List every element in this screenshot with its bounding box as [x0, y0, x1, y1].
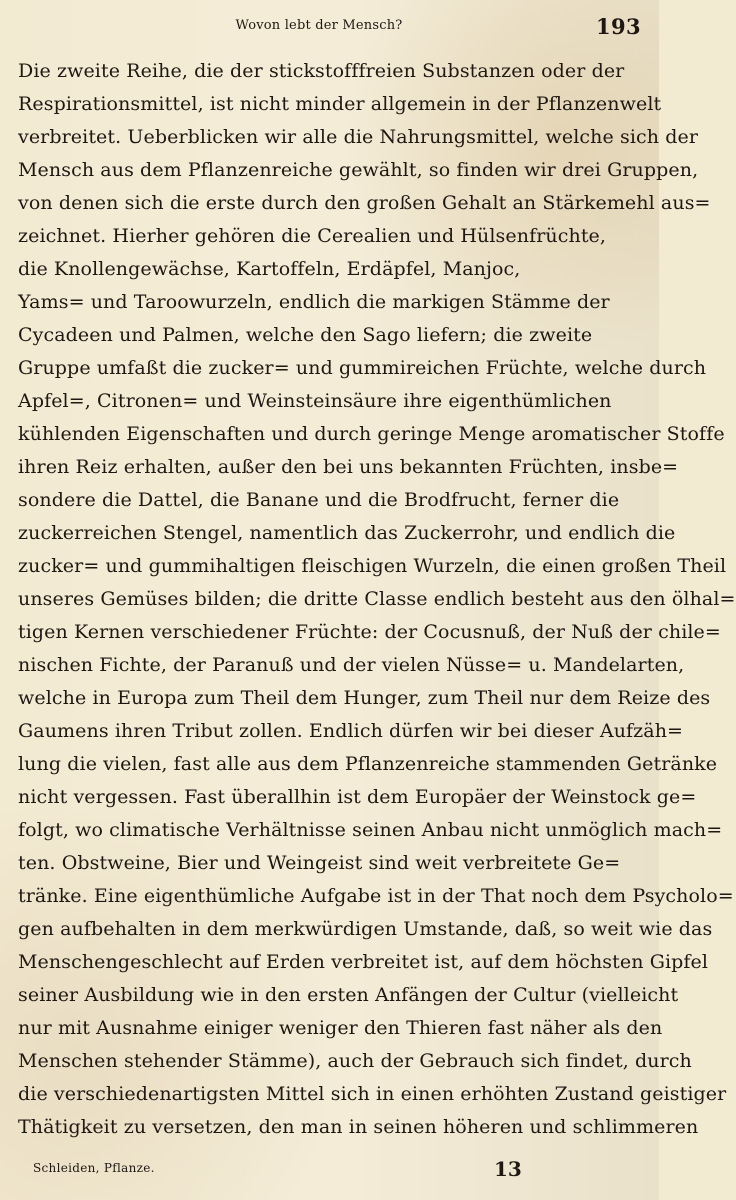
text-line-2: Respirationsmittel, ist nicht minder allgemein in der Pflanzenwelt [18, 93, 662, 115]
text-line-6: zeichnet. Hierher gehören die Cerealien und Hülsenfrüchte, [18, 225, 607, 247]
sheet-number: 13 [494, 1157, 522, 1181]
text-line-11: Apfel=, Citronen= und Weinsteinsäure ihre eigenthümlichen [18, 390, 612, 412]
text-line-24: folgt, wo climatische Verhältnisse seinen Anbau nicht unmöglich mach= [18, 819, 723, 841]
text-line-18: tigen Kernen verschiedener Früchte: der Cocusnuß, der Nuß der chile= [18, 621, 721, 643]
text-line-31: Menschen stehender Stämme), auch der Gebrauch sich findet, durch [18, 1050, 692, 1072]
text-line-3: verbreitet. Ueberblicken wir alle die Nahrungsmittel, welche sich der [18, 126, 699, 148]
text-line-17: unseres Gemüses bilden; die dritte Classe endlich besteht aus den ölhal= [18, 588, 736, 610]
text-line-25: ten. Obstweine, Bier und Weingeist sind weit verbreitete Ge= [18, 852, 621, 874]
text-line-9: Cycadeen und Palmen, welche den Sago liefern; die zweite [18, 324, 593, 346]
text-line-26: tränke. Eine eigenthümliche Aufgabe ist in der That noch dem Psycholo= [18, 885, 734, 907]
text-line-13: ihren Reiz erhalten, außer den bei uns bekannten Früchten, insbe= [18, 456, 679, 478]
running-title: Wovon lebt der Mensch? [235, 18, 403, 33]
text-line-33: Thätigkeit zu versetzen, den man in seinen höheren und schlimmeren [18, 1116, 699, 1138]
page-footer [0, 1157, 659, 1187]
text-line-14: sondere die Dattel, die Banane und die Brodfrucht, ferner die [18, 489, 620, 511]
text-line-12: kühlenden Eigenschaften und durch geringe Menge aromatischer Stoffe [18, 423, 725, 445]
text-line-30: nur mit Ausnahme einiger weniger den Thieren fast näher als den [18, 1017, 663, 1039]
text-line-21: Gaumens ihren Tribut zollen. Endlich dürfen wir bei dieser Aufzäh= [18, 720, 684, 742]
text-line-28: Menschengeschlecht auf Erden verbreitet ist, auf dem höchsten Gipfel [18, 951, 709, 973]
text-line-16: zucker= und gummihaltigen fleischigen Wurzeln, die einen großen Theil [18, 555, 727, 577]
text-line-20: welche in Europa zum Theil dem Hunger, zum Theil nur dem Reize des [18, 687, 711, 709]
text-line-32: die verschiedenartigsten Mittel sich in einen erhöhten Zustand geistiger [18, 1083, 727, 1105]
text-line-19: nischen Fichte, der Paranuß und der vielen Nüsse= u. Mandelarten, [18, 654, 685, 676]
text-line-22: lung die vielen, fast alle aus dem Pflanzenreiche stammenden Getränke [18, 753, 718, 775]
text-line-29: seiner Ausbildung wie in den ersten Anfängen der Cultur (vielleicht [18, 984, 679, 1006]
text-line-15: zuckerreichen Stengel, namentlich das Zuckerrohr, und endlich die [18, 522, 676, 544]
text-line-5: von denen sich die erste durch den großen Gehalt an Stärkemehl aus= [18, 192, 711, 214]
printer-signature: Schleiden, Pflanze. [33, 1161, 155, 1175]
text-line-4: Mensch aus dem Pflanzenreiche gewählt, so finden wir drei Gruppen, [18, 159, 699, 181]
text-line-23: nicht vergessen. Fast überallhin ist dem Europäer der Weinstock ge= [18, 786, 697, 808]
text-line-27: gen aufbehalten in dem merkwürdigen Umstande, daß, so weit wie das [18, 918, 713, 940]
text-line-1: Die zweite Reihe, die der stickstofffreien Substanzen oder der [18, 60, 625, 82]
page-number: 193 [595, 14, 641, 39]
text-line-7: die Knollengewächse, Kartoffeln, Erdäpfel, Manjoc, [18, 258, 521, 280]
text-line-8: Yams= und Taroowurzeln, endlich die markigen Stämme der [18, 291, 610, 313]
body-text [18, 55, 736, 1144]
text-line-10: Gruppe umfaßt die zucker= und gummireichen Früchte, welche durch [18, 357, 707, 379]
page-header [0, 14, 659, 50]
